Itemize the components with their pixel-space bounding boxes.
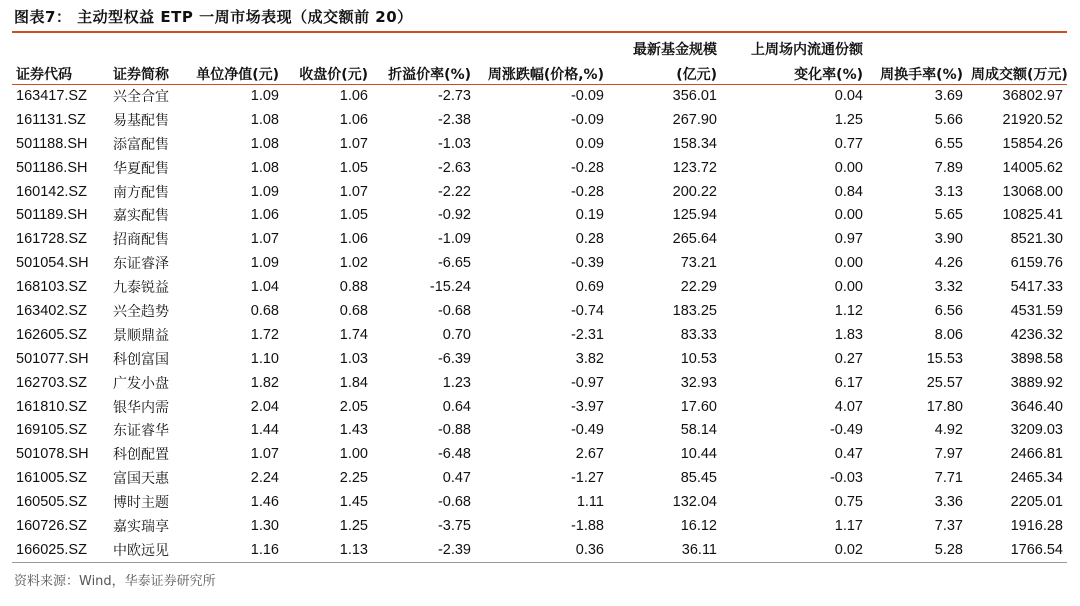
cell-weekly-change: -0.39 <box>570 255 604 272</box>
cell-weekly-change: -0.49 <box>570 422 604 439</box>
cell-nav: 1.07 <box>250 446 279 463</box>
table-row <box>12 490 1067 514</box>
table-row <box>12 323 1067 347</box>
cell-float-share-change: 0.84 <box>834 183 863 200</box>
cell-fund-size: 183.25 <box>672 302 717 319</box>
cell-close: 0.88 <box>339 279 368 296</box>
cell-weekly-change: -0.97 <box>570 374 604 391</box>
header-nav: 单位净值(元) <box>196 67 279 83</box>
cell-weekly-change: -0.28 <box>570 159 604 176</box>
cell-nav: 1.10 <box>250 350 279 367</box>
cell-close: 1.05 <box>339 207 368 224</box>
table-row <box>12 84 1067 108</box>
cell-fund-size: 32.93 <box>680 374 717 391</box>
cell-turnover: 7.71 <box>934 470 963 487</box>
cell-premium: 0.64 <box>442 398 471 415</box>
cell-turnover: 5.28 <box>934 541 963 558</box>
cell-float-share-change: 0.27 <box>834 350 863 367</box>
cell-fund-size: 123.72 <box>672 159 717 176</box>
cell-volume: 15854.26 <box>1002 135 1063 152</box>
cell-fund-size: 10.44 <box>680 446 717 463</box>
cell-name: 科创配置 <box>113 447 169 464</box>
cell-fund-size: 22.29 <box>680 279 717 296</box>
cell-premium: -6.39 <box>437 350 471 367</box>
header-volume: 周成交额(万元) <box>971 67 1068 83</box>
cell-name: 兴全合宜 <box>113 88 169 105</box>
cell-volume: 2465.34 <box>1010 470 1063 487</box>
cell-float-share-change: 6.17 <box>834 374 863 391</box>
cell-premium: -3.75 <box>437 517 471 534</box>
cell-code: 160505.SZ <box>16 494 87 511</box>
cell-name: 中欧远见 <box>113 542 169 559</box>
cell-float-share-change: 0.97 <box>834 231 863 248</box>
cell-nav: 1.09 <box>250 255 279 272</box>
cell-close: 1.02 <box>339 255 368 272</box>
cell-float-share-change: 0.04 <box>834 87 863 104</box>
cell-fund-size: 73.21 <box>680 255 717 272</box>
header-premium: 折溢价率(%) <box>388 67 471 83</box>
table-row <box>12 442 1067 466</box>
table-row <box>12 227 1067 251</box>
cell-turnover: 6.55 <box>934 135 963 152</box>
cell-nav: 1.04 <box>250 279 279 296</box>
table-row <box>12 514 1067 538</box>
cell-weekly-change: -3.97 <box>570 398 604 415</box>
cell-weekly-change: -1.88 <box>570 517 604 534</box>
cell-turnover: 3.36 <box>934 494 963 511</box>
cell-name: 九泰锐益 <box>113 280 169 297</box>
cell-close: 1.00 <box>339 446 368 463</box>
cell-weekly-change: 0.36 <box>575 541 604 558</box>
cell-premium: 0.70 <box>442 326 471 343</box>
header-fund-size-line1: 最新基金规模 <box>633 42 717 58</box>
cell-premium: -0.88 <box>437 422 471 439</box>
cell-premium: -0.92 <box>437 207 471 224</box>
cell-code: 160142.SZ <box>16 183 87 200</box>
cell-fund-size: 36.11 <box>681 541 717 558</box>
table-body <box>12 84 1067 562</box>
cell-turnover: 5.66 <box>934 111 963 128</box>
cell-fund-size: 265.64 <box>672 231 717 248</box>
cell-name: 广发小盘 <box>113 375 169 392</box>
cell-weekly-change: -1.27 <box>570 470 604 487</box>
cell-code: 169105.SZ <box>16 422 87 439</box>
table-row <box>12 203 1067 227</box>
cell-weekly-change: -0.74 <box>570 302 604 319</box>
table-row <box>12 538 1067 562</box>
cell-weekly-change: 0.09 <box>575 135 604 152</box>
cell-premium: 1.23 <box>442 374 471 391</box>
cell-weekly-change: 0.69 <box>575 279 604 296</box>
cell-code: 161131.SZ <box>16 111 86 128</box>
cell-weekly-change: -0.09 <box>570 87 604 104</box>
header-float-share-line2: 变化率(%) <box>794 67 863 83</box>
header-row-2 <box>12 59 1067 84</box>
cell-name: 东证睿华 <box>113 423 169 440</box>
cell-nav: 2.04 <box>250 398 279 415</box>
cell-fund-size: 58.14 <box>680 422 717 439</box>
cell-premium: -2.38 <box>437 111 471 128</box>
cell-close: 1.05 <box>339 159 368 176</box>
cell-weekly-change: 0.19 <box>575 207 604 224</box>
cell-weekly-change: -0.28 <box>570 183 604 200</box>
etp-table <box>12 33 1067 562</box>
header-turnover: 周换手率(%) <box>880 67 963 83</box>
bottom-rule <box>12 562 1067 563</box>
cell-fund-size: 83.33 <box>680 326 717 343</box>
cell-premium: -15.24 <box>429 279 471 296</box>
table-row <box>12 347 1067 371</box>
cell-float-share-change: 0.47 <box>834 446 863 463</box>
cell-premium: -1.09 <box>437 231 471 248</box>
cell-turnover: 6.56 <box>934 302 963 319</box>
cell-turnover: 7.37 <box>934 517 963 534</box>
cell-volume: 4531.59 <box>1010 302 1063 319</box>
cell-code: 162605.SZ <box>16 326 87 343</box>
cell-volume: 1766.54 <box>1010 541 1063 558</box>
cell-code: 161005.SZ <box>16 470 87 487</box>
cell-float-share-change: 0.00 <box>834 159 863 176</box>
cell-float-share-change: 0.00 <box>834 279 863 296</box>
cell-code: 501054.SH <box>16 255 89 272</box>
cell-code: 166025.SZ <box>16 541 87 558</box>
table-row <box>12 466 1067 490</box>
cell-code: 501077.SH <box>16 350 89 367</box>
cell-close: 1.07 <box>339 135 368 152</box>
header-weekly-change: 周涨跌幅(价格,%) <box>487 67 604 83</box>
cell-close: 1.07 <box>339 183 368 200</box>
cell-code: 168103.SZ <box>16 279 87 296</box>
cell-nav: 1.08 <box>250 159 279 176</box>
cell-name: 嘉实瑞享 <box>113 518 169 535</box>
cell-code: 160726.SZ <box>16 517 87 534</box>
cell-name: 博时主题 <box>113 495 169 512</box>
cell-float-share-change: 1.17 <box>834 517 863 534</box>
table-row <box>12 180 1067 204</box>
cell-float-share-change: 4.07 <box>834 398 863 415</box>
cell-float-share-change: 0.02 <box>834 541 863 558</box>
cell-premium: -2.73 <box>437 87 471 104</box>
cell-name: 易基配售 <box>113 112 169 129</box>
cell-nav: 0.68 <box>250 302 279 319</box>
cell-weekly-change: -2.31 <box>570 326 604 343</box>
header-fund-size-line2: (亿元) <box>676 67 717 83</box>
cell-nav: 1.30 <box>250 517 279 534</box>
cell-float-share-change: 0.77 <box>834 135 863 152</box>
cell-name: 景顺鼎益 <box>113 327 169 344</box>
cell-premium: -0.68 <box>437 494 471 511</box>
cell-close: 1.74 <box>339 326 368 343</box>
table-row <box>12 275 1067 299</box>
table-row <box>12 371 1067 395</box>
cell-fund-size: 17.60 <box>680 398 717 415</box>
cell-name: 华夏配售 <box>113 160 169 177</box>
cell-name: 东证睿泽 <box>113 256 169 273</box>
cell-volume: 21920.52 <box>1002 111 1063 128</box>
header-float-share-line1: 上周场内流通份额 <box>751 42 863 58</box>
cell-premium: -2.63 <box>437 159 471 176</box>
table-row <box>12 132 1067 156</box>
source-note: 资料来源：Wind，华泰证券研究所 <box>14 574 216 589</box>
cell-close: 1.06 <box>339 87 368 104</box>
header-row-1 <box>12 33 1067 59</box>
cell-volume: 8521.30 <box>1010 231 1063 248</box>
table-row <box>12 156 1067 180</box>
cell-fund-size: 158.34 <box>672 135 717 152</box>
cell-turnover: 7.89 <box>934 159 963 176</box>
cell-volume: 13068.00 <box>1002 183 1063 200</box>
cell-name: 兴全趋势 <box>113 303 169 320</box>
cell-close: 2.05 <box>339 398 368 415</box>
cell-code: 501189.SH <box>16 207 88 224</box>
cell-turnover: 7.97 <box>934 446 963 463</box>
cell-volume: 36802.97 <box>1002 87 1063 104</box>
cell-fund-size: 267.90 <box>672 111 717 128</box>
cell-fund-size: 85.45 <box>680 470 717 487</box>
cell-fund-size: 125.94 <box>672 207 717 224</box>
cell-turnover: 5.65 <box>934 207 963 224</box>
table-row <box>12 299 1067 323</box>
cell-fund-size: 16.12 <box>680 517 717 534</box>
cell-nav: 1.08 <box>250 135 279 152</box>
cell-name: 富国天惠 <box>113 471 169 488</box>
cell-nav: 1.09 <box>250 183 279 200</box>
cell-fund-size: 200.22 <box>672 183 717 200</box>
cell-close: 1.06 <box>339 231 368 248</box>
table-row <box>12 108 1067 132</box>
cell-code: 163402.SZ <box>16 302 87 319</box>
cell-nav: 1.06 <box>250 207 279 224</box>
cell-close: 1.84 <box>339 374 368 391</box>
cell-float-share-change: -0.49 <box>829 422 863 439</box>
cell-float-share-change: 0.00 <box>834 255 863 272</box>
cell-turnover: 3.32 <box>934 279 963 296</box>
cell-turnover: 3.13 <box>934 183 963 200</box>
cell-close: 1.43 <box>339 422 368 439</box>
table-row <box>12 251 1067 275</box>
cell-turnover: 8.06 <box>934 326 963 343</box>
cell-weekly-change: 3.82 <box>575 350 604 367</box>
cell-code: 163417.SZ <box>16 87 87 104</box>
cell-name: 招商配售 <box>113 232 169 249</box>
cell-volume: 2466.81 <box>1010 446 1063 463</box>
cell-nav: 1.08 <box>250 111 279 128</box>
cell-volume: 14005.62 <box>1002 159 1063 176</box>
cell-premium: -2.22 <box>437 183 471 200</box>
cell-volume: 3209.03 <box>1010 422 1063 439</box>
cell-close: 0.68 <box>339 302 368 319</box>
header-code: 证券代码 <box>16 67 72 83</box>
cell-close: 1.45 <box>339 494 368 511</box>
cell-volume: 3646.40 <box>1010 398 1063 415</box>
cell-turnover: 3.69 <box>934 87 963 104</box>
cell-weekly-change: 1.11 <box>576 494 604 511</box>
cell-premium: -6.48 <box>437 446 471 463</box>
cell-name: 南方配售 <box>113 184 169 201</box>
cell-weekly-change: -0.09 <box>570 111 604 128</box>
cell-nav: 1.09 <box>250 87 279 104</box>
cell-float-share-change: -0.03 <box>829 470 863 487</box>
cell-name: 银华内需 <box>113 399 169 416</box>
cell-float-share-change: 0.00 <box>834 207 863 224</box>
cell-name: 添富配售 <box>113 136 169 153</box>
cell-fund-size: 132.04 <box>672 494 717 511</box>
cell-code: 161810.SZ <box>16 398 87 415</box>
cell-weekly-change: 0.28 <box>575 231 604 248</box>
cell-volume: 1916.28 <box>1010 517 1063 534</box>
cell-volume: 5417.33 <box>1010 279 1063 296</box>
cell-nav: 1.72 <box>250 326 279 343</box>
cell-nav: 1.16 <box>250 541 279 558</box>
cell-fund-size: 10.53 <box>680 350 717 367</box>
header-close: 收盘价(元) <box>299 67 368 83</box>
cell-turnover: 15.53 <box>926 350 963 367</box>
table-row <box>12 418 1067 442</box>
cell-nav: 1.07 <box>250 231 279 248</box>
cell-volume: 4236.32 <box>1010 326 1063 343</box>
cell-code: 501186.SH <box>16 159 88 176</box>
cell-turnover: 4.26 <box>934 255 963 272</box>
cell-code: 162703.SZ <box>16 374 87 391</box>
cell-code: 501078.SH <box>16 446 89 463</box>
cell-volume: 2205.01 <box>1010 494 1063 511</box>
cell-premium: 0.47 <box>442 470 471 487</box>
cell-close: 1.25 <box>339 517 368 534</box>
cell-volume: 3898.58 <box>1010 350 1063 367</box>
cell-float-share-change: 1.25 <box>834 111 863 128</box>
cell-volume: 10825.41 <box>1002 207 1063 224</box>
cell-volume: 6159.76 <box>1010 255 1063 272</box>
cell-nav: 1.82 <box>250 374 279 391</box>
table-row <box>12 395 1067 419</box>
header-name: 证券简称 <box>113 67 169 83</box>
cell-name: 嘉实配售 <box>113 208 169 225</box>
cell-float-share-change: 0.75 <box>834 494 863 511</box>
cell-fund-size: 356.01 <box>672 87 717 104</box>
cell-nav: 2.24 <box>250 470 279 487</box>
cell-premium: -1.03 <box>437 135 471 152</box>
cell-premium: -0.68 <box>437 302 471 319</box>
cell-close: 1.06 <box>339 111 368 128</box>
cell-close: 2.25 <box>339 470 368 487</box>
cell-code: 501188.SH <box>16 135 88 152</box>
cell-turnover: 3.90 <box>934 231 963 248</box>
cell-volume: 3889.92 <box>1010 374 1063 391</box>
figure-title: 图表7： 主动型权益 ETP 一周市场表现（成交额前 20） <box>14 8 413 26</box>
cell-float-share-change: 1.83 <box>834 326 863 343</box>
cell-close: 1.03 <box>339 350 368 367</box>
cell-name: 科创富国 <box>113 351 169 368</box>
cell-turnover: 17.80 <box>926 398 963 415</box>
cell-turnover: 25.57 <box>926 374 963 391</box>
cell-turnover: 4.92 <box>934 422 963 439</box>
cell-float-share-change: 1.12 <box>834 302 863 319</box>
cell-nav: 1.44 <box>250 422 279 439</box>
cell-code: 161728.SZ <box>16 231 87 248</box>
cell-weekly-change: 2.67 <box>575 446 604 463</box>
cell-premium: -2.39 <box>437 541 471 558</box>
cell-nav: 1.46 <box>250 494 279 511</box>
cell-close: 1.13 <box>339 541 368 558</box>
cell-premium: -6.65 <box>437 255 471 272</box>
